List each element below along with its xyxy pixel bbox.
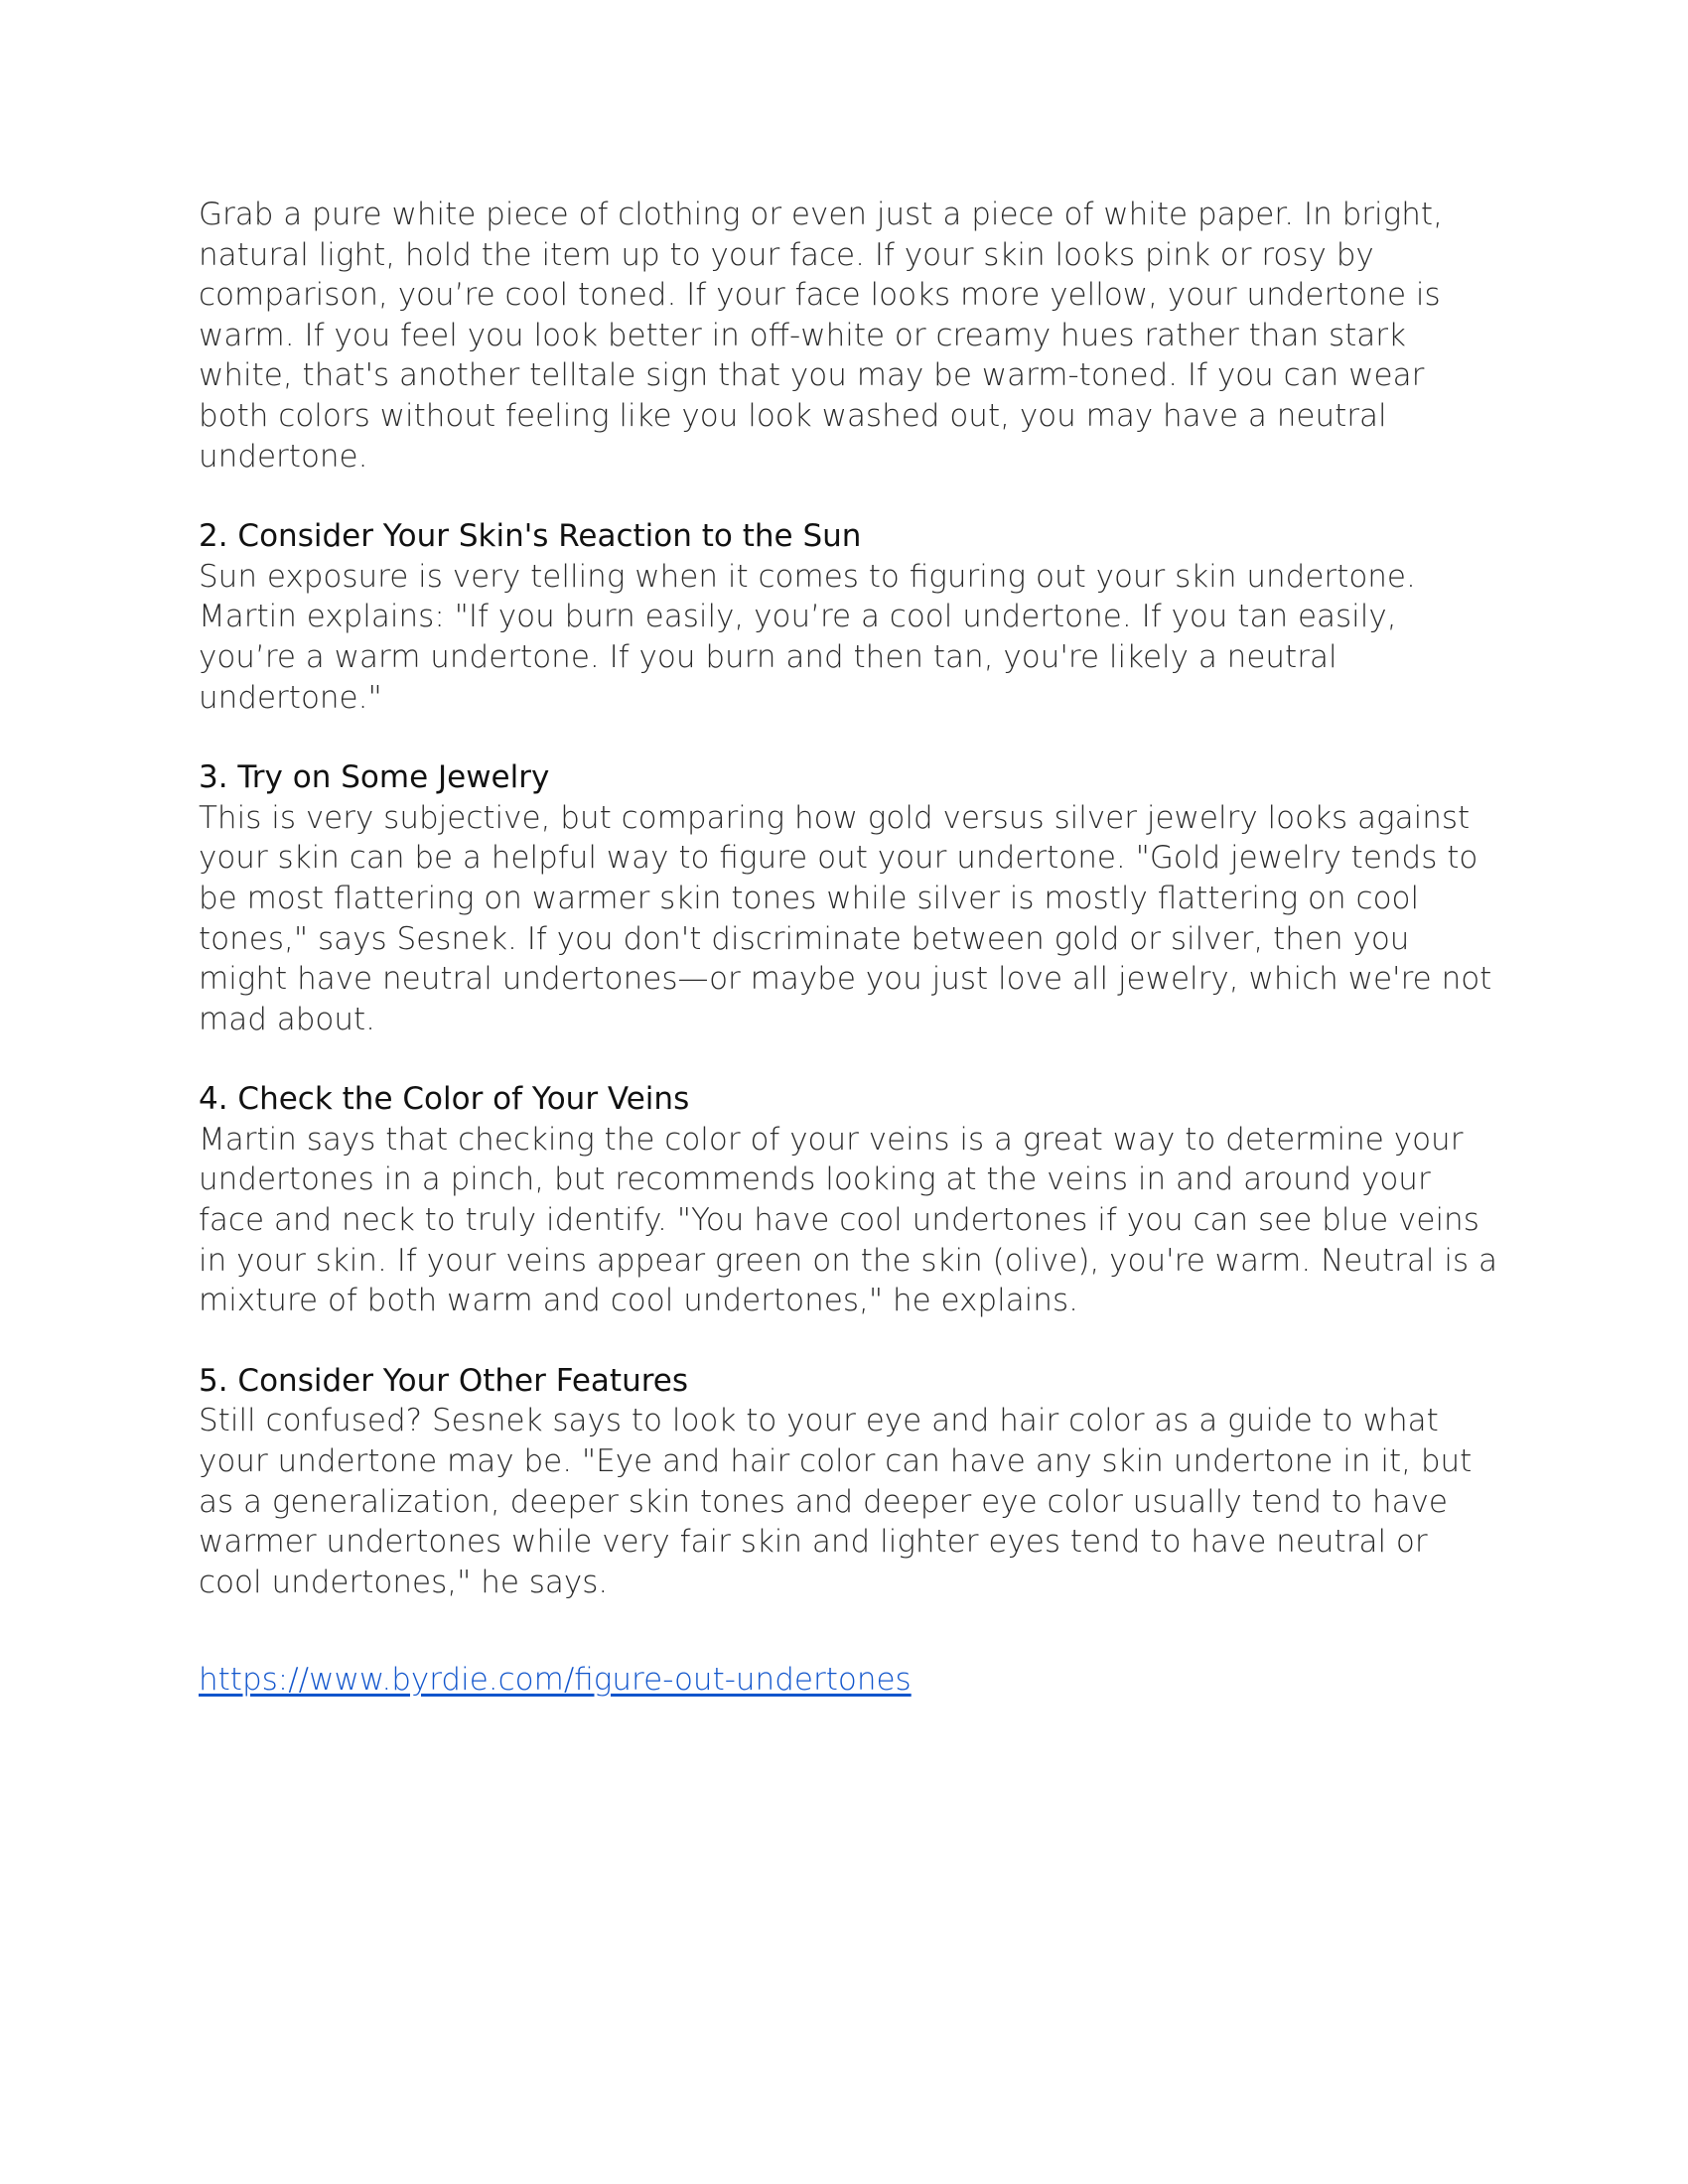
section-body: Martin says that checking the color of your veins is a great way to determine your undertones in a pinch, but recommends looking at the veins in and around your face and neck to truly identify. "You have cool undertones if you can see blue veins in your skin. If your veins appear green on the skin (olive), you're warm. Neutral is a mixture of both warm and cool undertones," he explains.	[199, 1121, 1497, 1319]
section-heading: 2. Consider Your Skin's Reaction to the Sun	[199, 518, 862, 555]
section-jewelry	[199, 757, 1499, 1039]
section-heading: 4. Check the Color of Your Veins	[199, 1081, 690, 1118]
section-body: This is very subjective, but comparing how gold versus silver jewelry looks against your skin can be a helpful way to figure out your undertone. "Gold jewelry tends to be most flattering on warmer skin tones while silver is mostly flattering on cool tones," says Sesnek. If you don't discriminate between gold or silver, then you might have neutral undertones—or maybe you just love all jewelry, which we're not mad about.	[199, 799, 1492, 1037]
source-link[interactable]: https://www.byrdie.com/figure-out-undertones	[199, 1662, 912, 1699]
section-sun-reaction	[199, 516, 1499, 718]
document-page	[199, 195, 1499, 1701]
section-heading: 5. Consider Your Other Features	[199, 1362, 689, 1399]
section-body: Sun exposure is very telling when it comes to figuring out your skin undertone. Martin explains: "If you burn easily, you’re a cool undertone. If you tan easily, you’re a warm undertone. If you burn and then tan, you're likely a neutral undertone."	[199, 558, 1416, 716]
section-veins	[199, 1079, 1499, 1321]
section-other-features	[199, 1361, 1499, 1603]
source-link-block	[199, 1660, 1499, 1701]
intro-paragraph: Grab a pure white piece of clothing or even just a piece of white paper. In bright, natural light, hold the item up to your face. If your skin looks pink or rosy by comparison, you’re cool toned. If your face looks more yellow, your undertone is warm. If you feel you look better in off-white or creamy hues rather than stark white, that's another telltale sign that you may be warm-toned. If you can wear both colors without feeling like you look washed out, you may have a neutral undertone.	[199, 197, 1443, 475]
section-body: Still confused? Sesnek says to look to your eye and hair color as a guide to what your undertone may be. "Eye and hair color can have any skin undertone in it, but as a generalization, deeper skin tones and deeper eye color usually tend to have warmer undertones while very fair skin and lighter eyes tend to have neutral or cool undertones," he says.	[199, 1403, 1473, 1600]
section-heading: 3. Try on Some Jewelry	[199, 759, 550, 796]
